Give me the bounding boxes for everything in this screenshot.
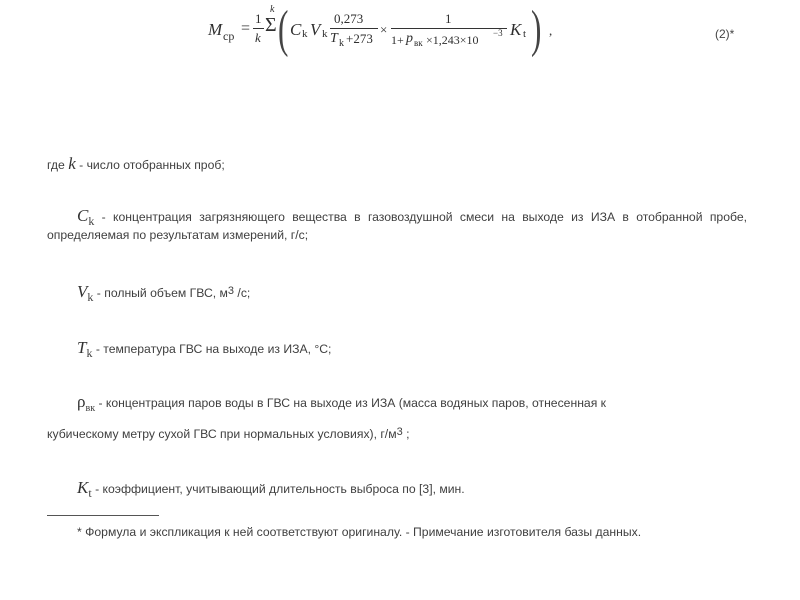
explication-k-text: - число отобранных проб;	[75, 158, 225, 172]
var-rho: ρ	[77, 392, 86, 411]
var-t: T	[77, 338, 87, 357]
explication-rho-line1-text: - концентрация паров воды в ГВС на выходе из ИЗА (масса водяных паров, отнесенная к	[95, 396, 607, 410]
formula-v-symbol: V	[310, 20, 321, 39]
footnote-separator	[47, 515, 159, 516]
explication-tk	[47, 339, 747, 358]
explication-ck	[47, 207, 747, 244]
formula-sum-sign: Σ	[265, 14, 277, 36]
formula-frac3-bar	[391, 28, 507, 29]
var-k: k	[68, 154, 76, 173]
explication-vk	[47, 283, 747, 303]
explication-rho-line1	[47, 393, 747, 414]
footnote	[47, 523, 742, 541]
formula-equals: =	[241, 20, 251, 37]
formula-frac2-den-subscript: k	[339, 38, 344, 49]
formula-frac3-den-pre: 1+	[391, 33, 404, 47]
formula-frac1-numerator: 1	[255, 11, 262, 26]
formula-times-sign: ×	[380, 22, 388, 37]
formula-c-symbol: C	[290, 20, 302, 39]
formula-frac3-den-rho: p	[406, 31, 413, 46]
explication-kt	[47, 479, 747, 498]
formula-number: (2)*	[715, 27, 735, 41]
var-kt: K	[77, 478, 89, 497]
explication-rho-line2	[47, 425, 747, 444]
explication-ck-text: - концентрация загрязняющего вещества в газовоздушной смеси на выходе из ИЗА в отобранной пробе, определяемая по результатам измерений, г/с;	[47, 210, 747, 242]
formula-sum-upper-limit: k	[270, 4, 275, 15]
formula-frac2-numerator: 0,273	[334, 11, 364, 26]
formula-frac3-den-exponent: −3	[493, 28, 503, 38]
formula-2	[208, 1, 568, 62]
formula-frac3-den-post: ×1,243×10	[426, 33, 479, 47]
explication-rho-sup: 3	[396, 426, 403, 438]
formula-trailing-comma: ,	[549, 23, 553, 38]
formula-frac1-bar	[253, 28, 264, 29]
formula-lhs-symbol: M	[208, 20, 223, 39]
explication-tk-text: - температура ГВС на выходе из ИЗА, °C;	[92, 342, 332, 356]
explication-k	[47, 155, 747, 174]
var-v-subscript: k	[87, 290, 94, 304]
formula-frac3-den-rho-subscript: вк	[414, 38, 423, 48]
explication-k-prefix: где	[47, 158, 69, 172]
formula-c-subscript: k	[302, 28, 308, 40]
explication-rho-line2-after: ;	[402, 427, 410, 441]
formula-frac2-den-rest: +273	[346, 31, 373, 46]
formula-v-subscript: k	[322, 28, 328, 40]
var-v: V	[77, 282, 88, 301]
formula-left-paren: (	[278, 1, 289, 58]
formula-lhs-subscript: ср	[223, 29, 235, 43]
explication-vk-text-after: /с;	[234, 286, 251, 300]
var-rho-subscript: вк	[85, 403, 96, 414]
var-c: C	[77, 206, 89, 225]
formula-frac2-bar	[330, 28, 378, 29]
var-kt-subscript: t	[88, 486, 92, 500]
explication-rho-line2-text: кубическому метру сухой ГВС при нормальных условиях), г/м	[47, 427, 397, 441]
explication-kt-text: - коэффициент, учитывающий длительность выброса по [3], мин.	[91, 482, 465, 496]
explication-vk-sup: 3	[227, 285, 235, 297]
formula-frac2-den-symbol: T	[330, 31, 338, 46]
var-c-subscript: k	[88, 214, 95, 228]
formula-frac3-numerator: 1	[445, 11, 452, 26]
formula-frac1-denominator: k	[255, 30, 261, 45]
explication-vk-text: - полный объем ГВС, м	[93, 286, 228, 300]
var-t-subscript: k	[86, 346, 93, 360]
formula-kt-symbol: K	[510, 20, 522, 39]
formula-right-paren: )	[531, 1, 542, 58]
formula-kt-subscript: t	[523, 28, 527, 40]
footnote-text: * Формула и экспликация к ней соответствуют оригиналу. - Примечание изготовителя базы данных.	[77, 525, 642, 539]
